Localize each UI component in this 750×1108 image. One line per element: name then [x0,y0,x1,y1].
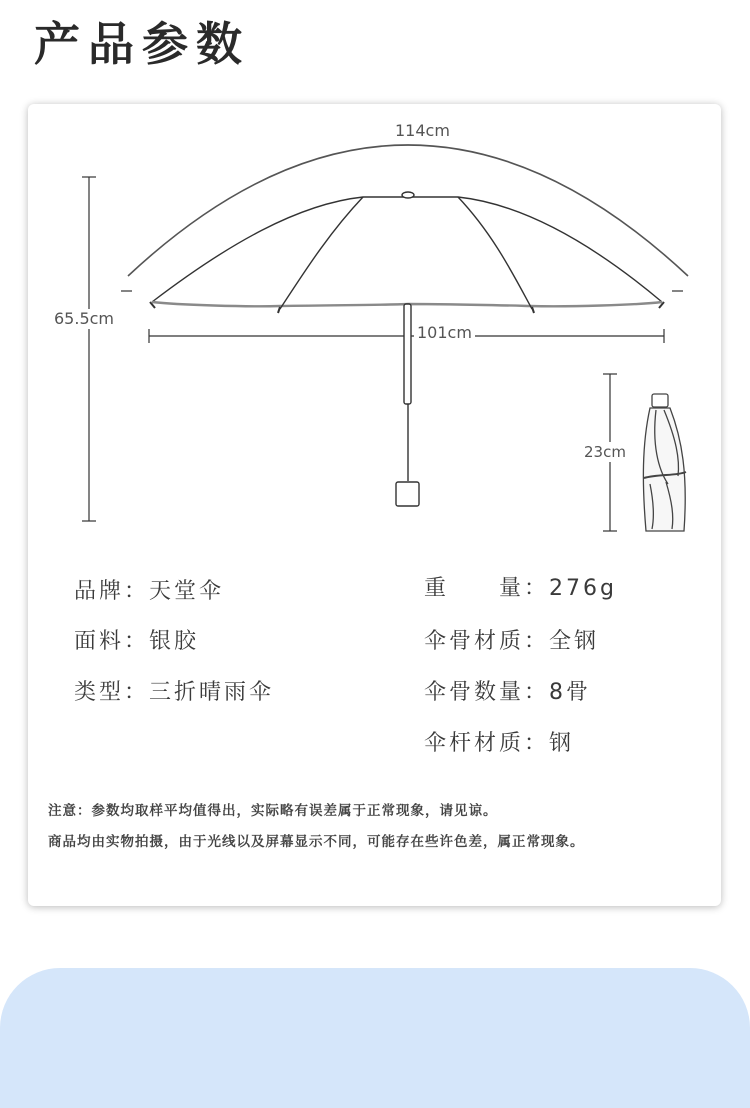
spec-weight [424,575,617,603]
spec-type-value: 三折晴雨伞 [149,680,275,705]
spec-shaft-material-value: 钢 [549,731,575,756]
spec-type [74,679,274,707]
canopy-rib-2 [458,197,532,309]
height-label: 65.5cm [54,309,115,328]
folded-umbrella [643,394,686,531]
rib-tip-inner-left [278,307,280,313]
spec-rib-count [424,679,591,707]
notes [48,796,585,858]
page-title: 产品参数 [34,17,250,71]
umbrella-diagram [28,104,721,564]
bottom-decor-band [0,968,750,1108]
spec-rib-count-label: 伞骨数量： [424,680,550,705]
spec-rib-count-value: 8骨 [549,680,592,705]
spec-rib-material [424,628,599,656]
diameter-label: 101cm [414,323,475,343]
spec-fabric-value: 银胶 [149,629,200,654]
folded-umbrella-cap [652,394,668,407]
folded-length-label: 23cm [584,443,626,461]
arc-dimension-line [128,145,688,276]
spec-brand-value: 天堂伞 [149,579,225,604]
spec-weight-label: 重 量： [424,576,550,601]
umbrella-shaft-top [404,304,411,404]
note-line-1: 注意：参数均取样平均值得出，实际略有误差属于正常现象，请见谅。 [48,803,498,819]
spec-brand-label: 品牌： [74,579,150,604]
spec-shaft-material [424,730,574,758]
spec-rib-material-label: 伞骨材质： [424,629,550,654]
rib-tip-inner-right [532,307,534,313]
spec-brand [74,578,224,606]
spec-type-label: 类型： [74,680,150,705]
spec-weight-value: 276g [549,576,617,601]
spec-rib-material-value: 全钢 [549,629,600,654]
spec-shaft-material-label: 伞杆材质： [424,731,550,756]
arc-length-label: 114cm [395,121,450,140]
spec-fabric [74,628,199,656]
umbrella-handle [396,482,419,506]
canopy-outline [152,197,662,302]
canopy-top-cap [402,192,414,198]
spec-fabric-label: 面料： [74,629,150,654]
parameter-card [28,104,721,906]
note-line-2: 商品均由实物拍摄，由于光线以及屏幕显示不同，可能存在些许色差，属正常现象。 [48,834,585,850]
canopy-rib-1 [280,197,363,309]
